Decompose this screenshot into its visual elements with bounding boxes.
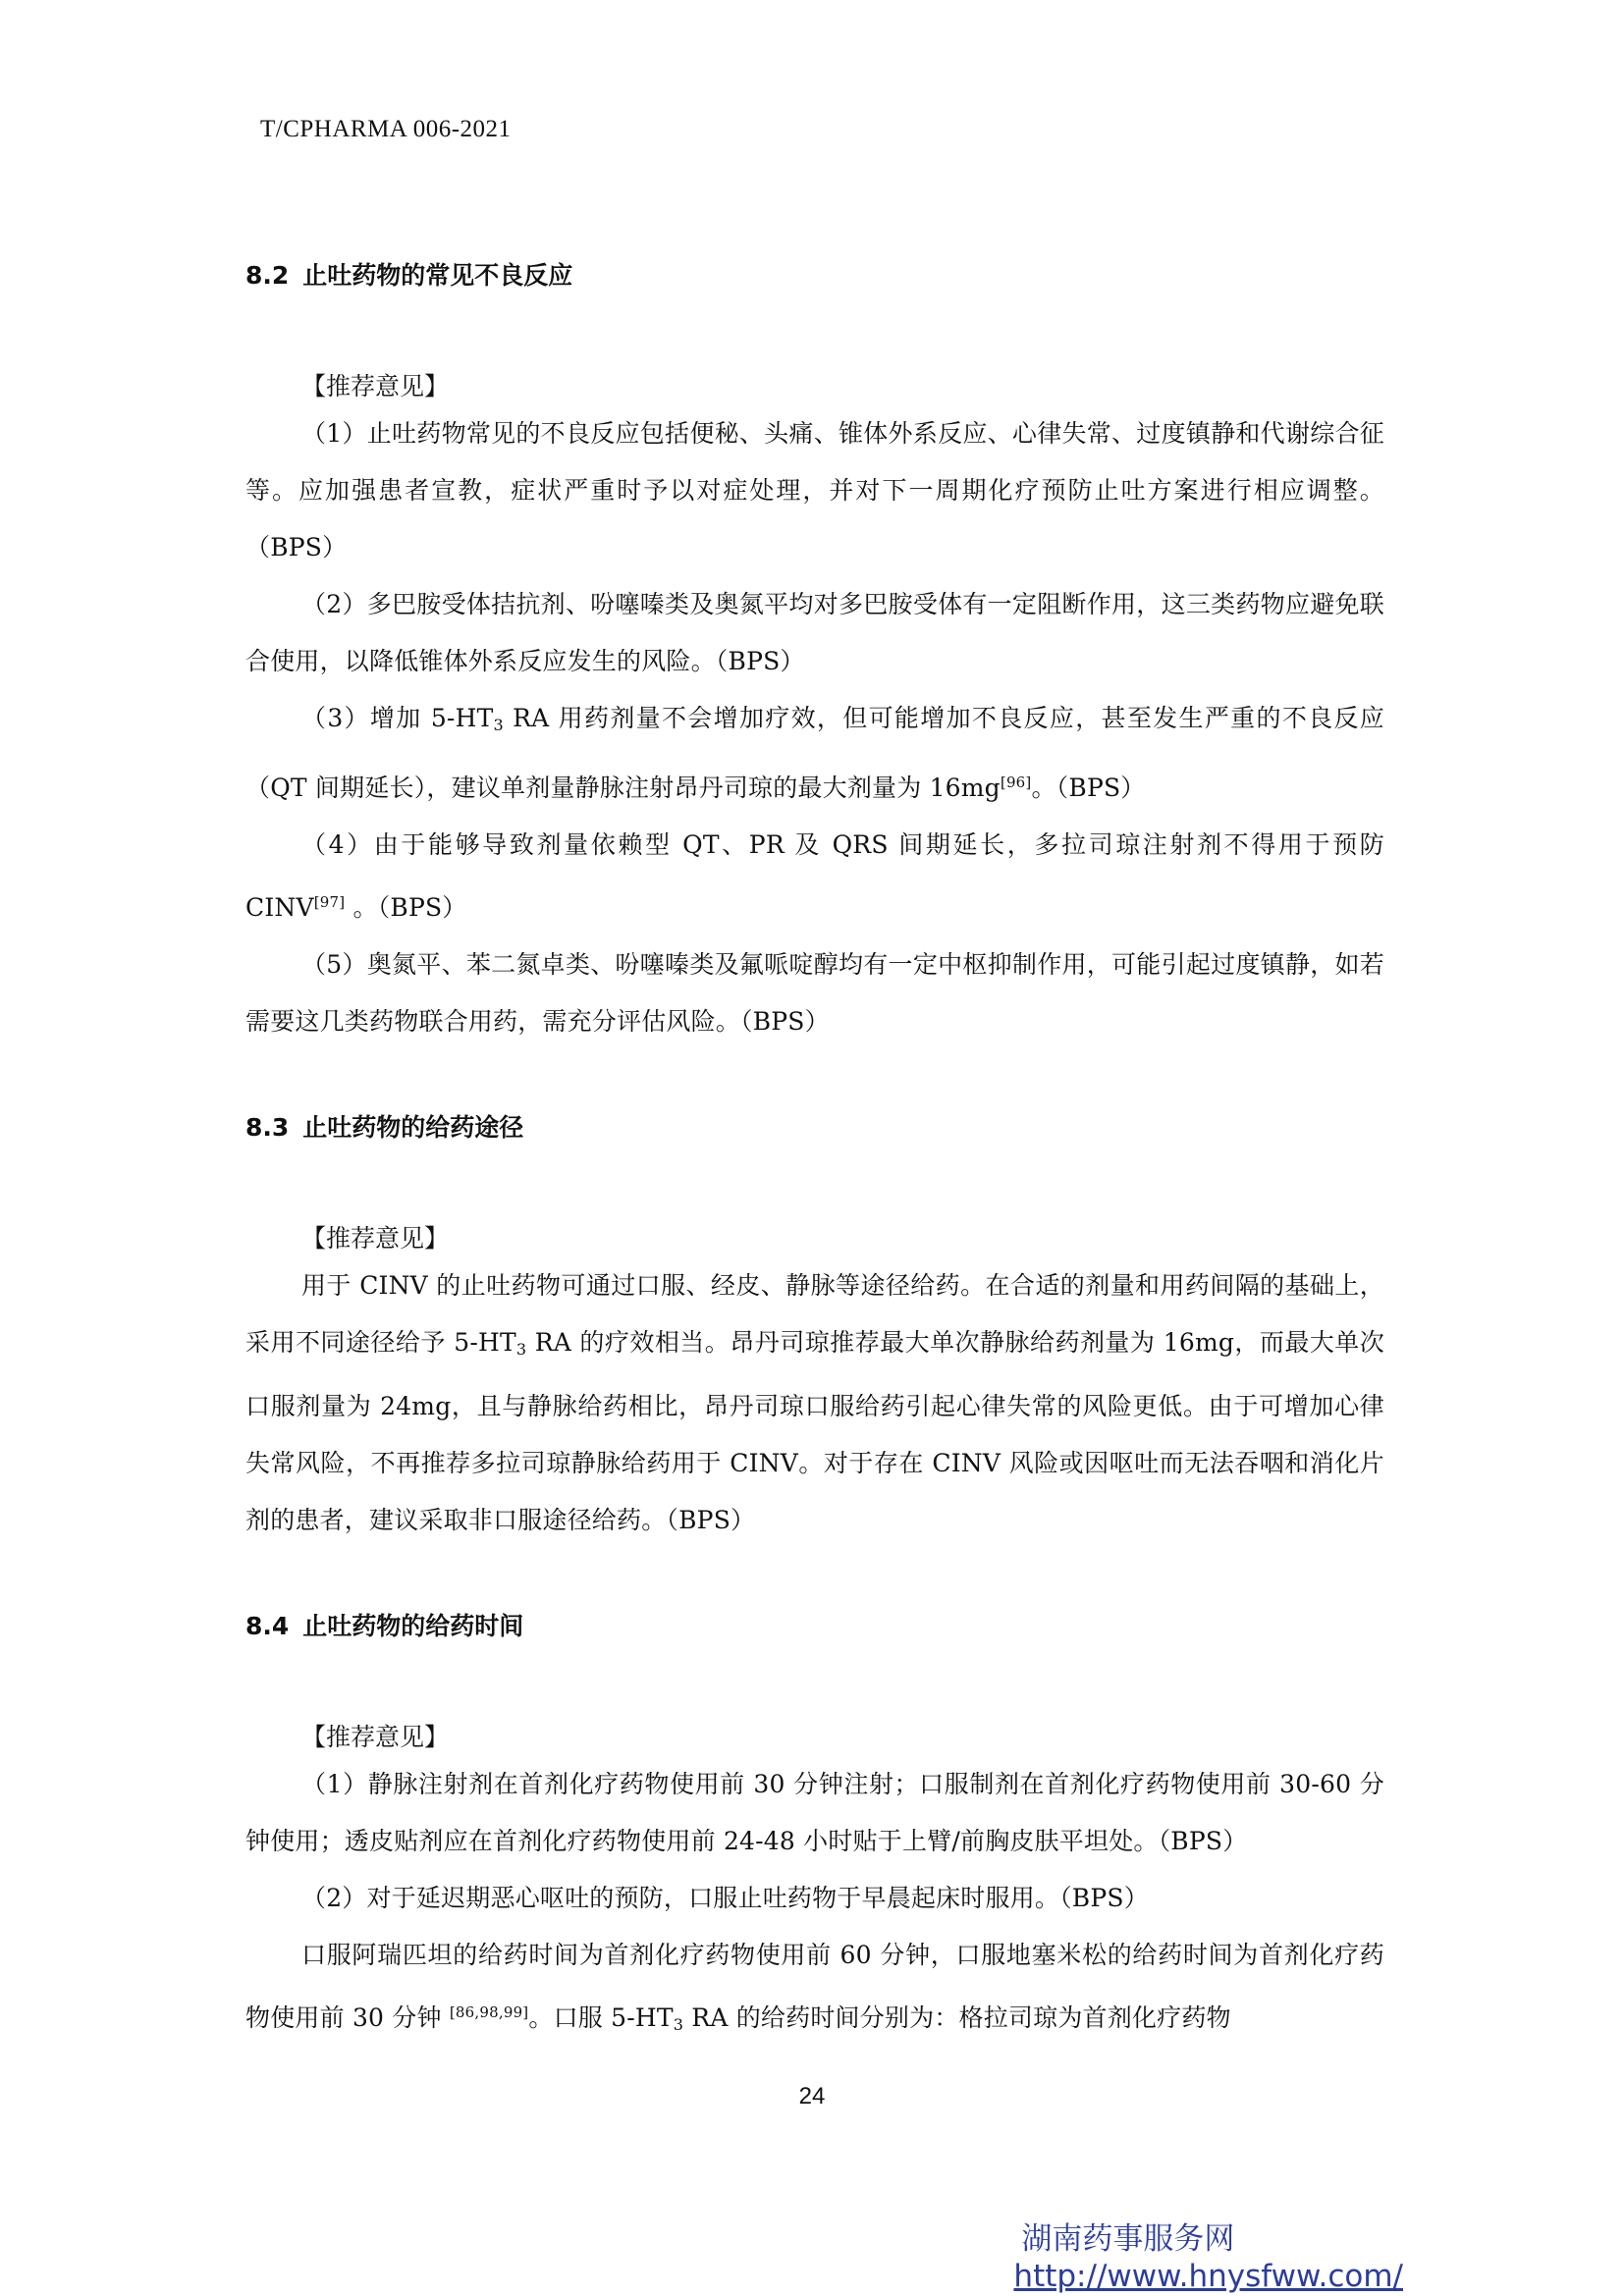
citation-reference: [86,98,99] [449,2003,529,2021]
subscript: 3 [515,1340,527,1359]
paragraph-text: （2）对于延迟期恶心呕吐的预防，口服止吐药物于早晨起床时服用。（BPS） [301,1884,1149,1912]
recommendation-paragraph [245,936,1384,1050]
recommendation-paragraph [245,817,1384,936]
paragraph-text: 用于 CINV 的止吐药物可通过口服、经皮、静脉等途径给药。在合适的剂量和用药间隔的基础上，采用不同途径给予 5-HT [245,1271,1384,1357]
page-number: 24 [798,2083,826,2109]
paragraph-text: （3）增加 5-HT [301,704,494,732]
recommendation-paragraph [245,1756,1384,1870]
recommendation-paragraph [245,1257,1384,1549]
section-spacer [245,1050,1384,1109]
section [245,257,1384,1050]
section-number: 8.4 [245,1612,290,1640]
paragraph-text: （5）奥氮平、苯二氮卓类、吩噻嗪类及氟哌啶醇均有一定中枢抑制作用，可能引起过度镇静，如若需要这几类药物联合用药，需充分评估风险。（BPS） [245,950,1384,1036]
recommendation-label: 【推荐意见】 [301,1723,450,1751]
section [245,1608,1384,2054]
watermark [1013,2220,1403,2295]
standard-code: T/CPHARMA 006-2021 [260,116,512,142]
citation-reference: [97] [313,893,346,911]
paragraph-text: RA 的给药时间分别为：格拉司琼为首剂化疗药物 [683,2003,1231,2032]
paragraph-text: RA 的疗效相当。昂丹司琼推荐最大单次静脉给药剂量为 16mg，而最大单次口服剂量为 24mg，且与静脉给药相比，昂丹司琼口服给药引起心律失常的风险更低。由于可增加心律失常风险，不再推荐多拉司琼静脉给药用于 CINV。对于存在 CINV 风险或因呕吐而无法吞咽和消化片剂的患者，建议采取非口服途径给药。（BPS） [245,1328,1384,1534]
section-number: 8.3 [245,1113,290,1142]
section-heading [245,1109,1384,1147]
section-title: 止吐药物的给药途径 [302,1113,524,1142]
recommendation-label: 【推荐意见】 [301,372,450,400]
section-title: 止吐药物的常见不良反应 [302,261,573,290]
recommendation-paragraph [245,690,1384,817]
recommendation-paragraph [245,576,1384,690]
watermark-url[interactable]: http://www.hnysfww.com/ [1013,2259,1403,2294]
citation-reference: [96] [1000,774,1032,791]
recommendation-label: 【推荐意见】 [301,1224,450,1253]
paragraph-text: 口服阿瑞匹坦的给药时间为首剂化疗药物使用前 60 分钟，口服地塞米松的给药时间为首剂化疗药物使用前 30 分钟 [245,1941,1384,2032]
section-heading [245,1608,1384,1645]
recommendation-paragraph [245,1870,1384,1927]
subscript: 3 [673,2015,684,2034]
paragraph-text: 。（BPS） [345,893,467,922]
paragraph-text: 。口服 5-HT [528,2003,674,2032]
recommendation-paragraph [245,1927,1384,2054]
section-heading [245,257,1384,294]
section-title: 止吐药物的给药时间 [302,1612,524,1640]
paragraph-text: RA 用药剂量不会增加疗效，但可能增加不良反应，甚至发生严重的不良反应（QT 间期延长），建议单剂量静脉注射昂丹司琼的最大剂量为 16mg [245,704,1384,802]
section [245,1109,1384,1549]
section-number: 8.2 [245,261,290,290]
paragraph-text: （1）静脉注射剂在首剂化疗药物使用前 30 分钟注射；口服制剂在首剂化疗药物使用前 30-60 分钟使用；透皮贴剂应在首剂化疗药物使用前 24-48 小时贴于上臂/前胸皮肤平坦处。（BPS） [245,1770,1384,1855]
paragraph-text: （2）多巴胺受体拮抗剂、吩噻嗪类及奥氮平均对多巴胺受体有一定阻断作用，这三类药物应避免联合使用，以降低锥体外系反应发生的风险。（BPS） [245,590,1384,675]
paragraph-text: （4）由于能够导致剂量依赖型 QT、PR 及 QRS 间期延长，多拉司琼注射剂不得用于预防 CINV [245,830,1384,922]
subscript: 3 [493,716,504,734]
section-spacer [245,1549,1384,1608]
document-body [245,257,1384,2054]
watermark-site-name: 湖南药事服务网 [1021,2221,1235,2257]
paragraph-text: （1）止吐药物常见的不良反应包括便秘、头痛、锥体外系反应、心律失常、过度镇静和代谢综合征等。应加强患者宣教，症状严重时予以对症处理，并对下一周期化疗预防止吐方案进行相应调整。（BPS） [245,419,1384,561]
recommendation-paragraph [245,405,1384,576]
paragraph-text: 。（BPS） [1031,774,1146,802]
